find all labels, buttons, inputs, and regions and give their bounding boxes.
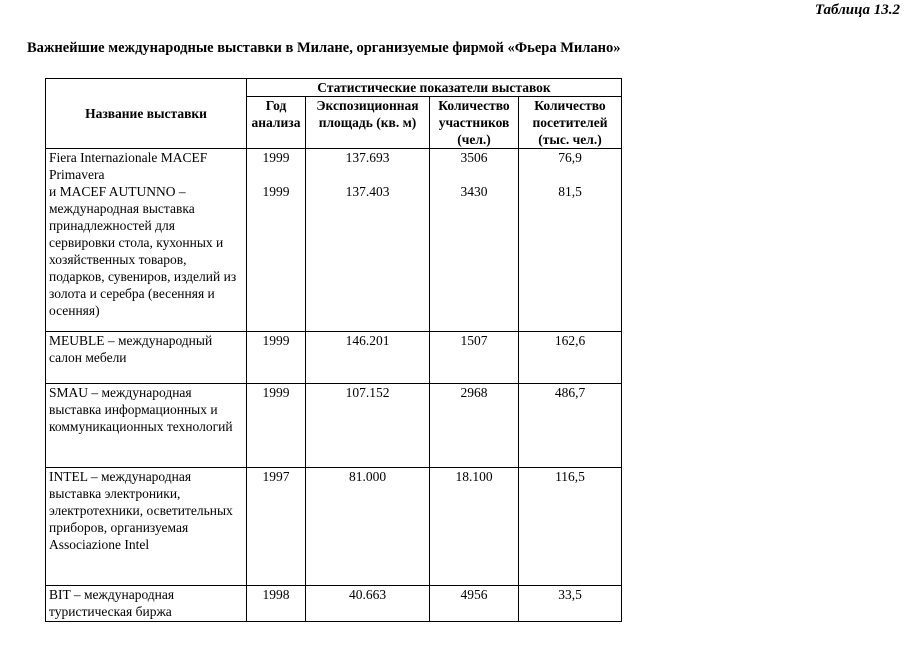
- table-number: Таблица 13.2: [814, 2, 900, 18]
- area-cell: [306, 149, 430, 332]
- header-group: Статистические показатели выставок: [247, 79, 622, 97]
- header-name: Название выставки: [46, 79, 247, 149]
- area-value: 137.403: [345, 184, 390, 199]
- table-row: [46, 332, 622, 384]
- visitors-value: 81,5: [558, 184, 582, 199]
- name-line: и MACEF AUTUNNO – международная выставка принадлежностей для сервировки стола, кухонных и хозяйственных товаров, подарков, сувениров, изделий из золота и серебра (весенняя и осенняя): [49, 184, 237, 318]
- exhibition-name: BIT – международная туристическая биржа: [46, 586, 247, 622]
- header-area: Экспозиционная площадь (кв. м): [306, 97, 430, 149]
- table-row: [46, 586, 622, 622]
- exhibitions-table: [45, 78, 622, 622]
- participants-value: 3506: [460, 150, 488, 165]
- header-year: Год анализа: [247, 97, 306, 149]
- exhibition-name: [46, 149, 247, 332]
- area-cell: 81.000: [306, 468, 430, 586]
- header-visitors: Количество посетителей (тыс. чел.): [519, 97, 622, 149]
- header-participants: Количество участников (чел.): [430, 97, 519, 149]
- exhibition-name: SMAU – международная выставка информационных и коммуникационных технологий: [46, 384, 247, 468]
- exhibition-name: MEUBLE – международный салон мебели: [46, 332, 247, 384]
- visitors-cell: 116,5: [519, 468, 622, 586]
- visitors-value: 76,9: [558, 150, 582, 165]
- participants-cell: 4956: [430, 586, 519, 622]
- visitors-cell: 162,6: [519, 332, 622, 384]
- document-title: Важнейшие международные выставки в Милане, организуемые фирмой «Фьера Милано»: [27, 40, 621, 56]
- year-value: 1999: [262, 184, 290, 199]
- header-row: [46, 79, 622, 97]
- area-cell: 146.201: [306, 332, 430, 384]
- visitors-cell: [519, 149, 622, 332]
- participants-value: 3430: [460, 184, 488, 199]
- year-cell: 1998: [247, 586, 306, 622]
- year-value: 1999: [262, 150, 290, 165]
- name-line: Fiera Internazionale MACEF Primavera: [49, 150, 208, 182]
- year-cell: 1999: [247, 332, 306, 384]
- participants-cell: 18.100: [430, 468, 519, 586]
- area-cell: 107.152: [306, 384, 430, 468]
- area-cell: 40.663: [306, 586, 430, 622]
- visitors-cell: 33,5: [519, 586, 622, 622]
- visitors-cell: 486,7: [519, 384, 622, 468]
- area-value: 137.693: [345, 150, 390, 165]
- year-cell: 1997: [247, 468, 306, 586]
- year-cell: [247, 149, 306, 332]
- exhibition-name: INTEL – международная выставка электроники, электротехники, осветительных приборов, организуемая Associazione Intel: [46, 468, 247, 586]
- table-row: [46, 384, 622, 468]
- table-row: [46, 149, 622, 332]
- participants-cell: 2968: [430, 384, 519, 468]
- participants-cell: 1507: [430, 332, 519, 384]
- participants-cell: [430, 149, 519, 332]
- table-row: [46, 468, 622, 586]
- year-cell: 1999: [247, 384, 306, 468]
